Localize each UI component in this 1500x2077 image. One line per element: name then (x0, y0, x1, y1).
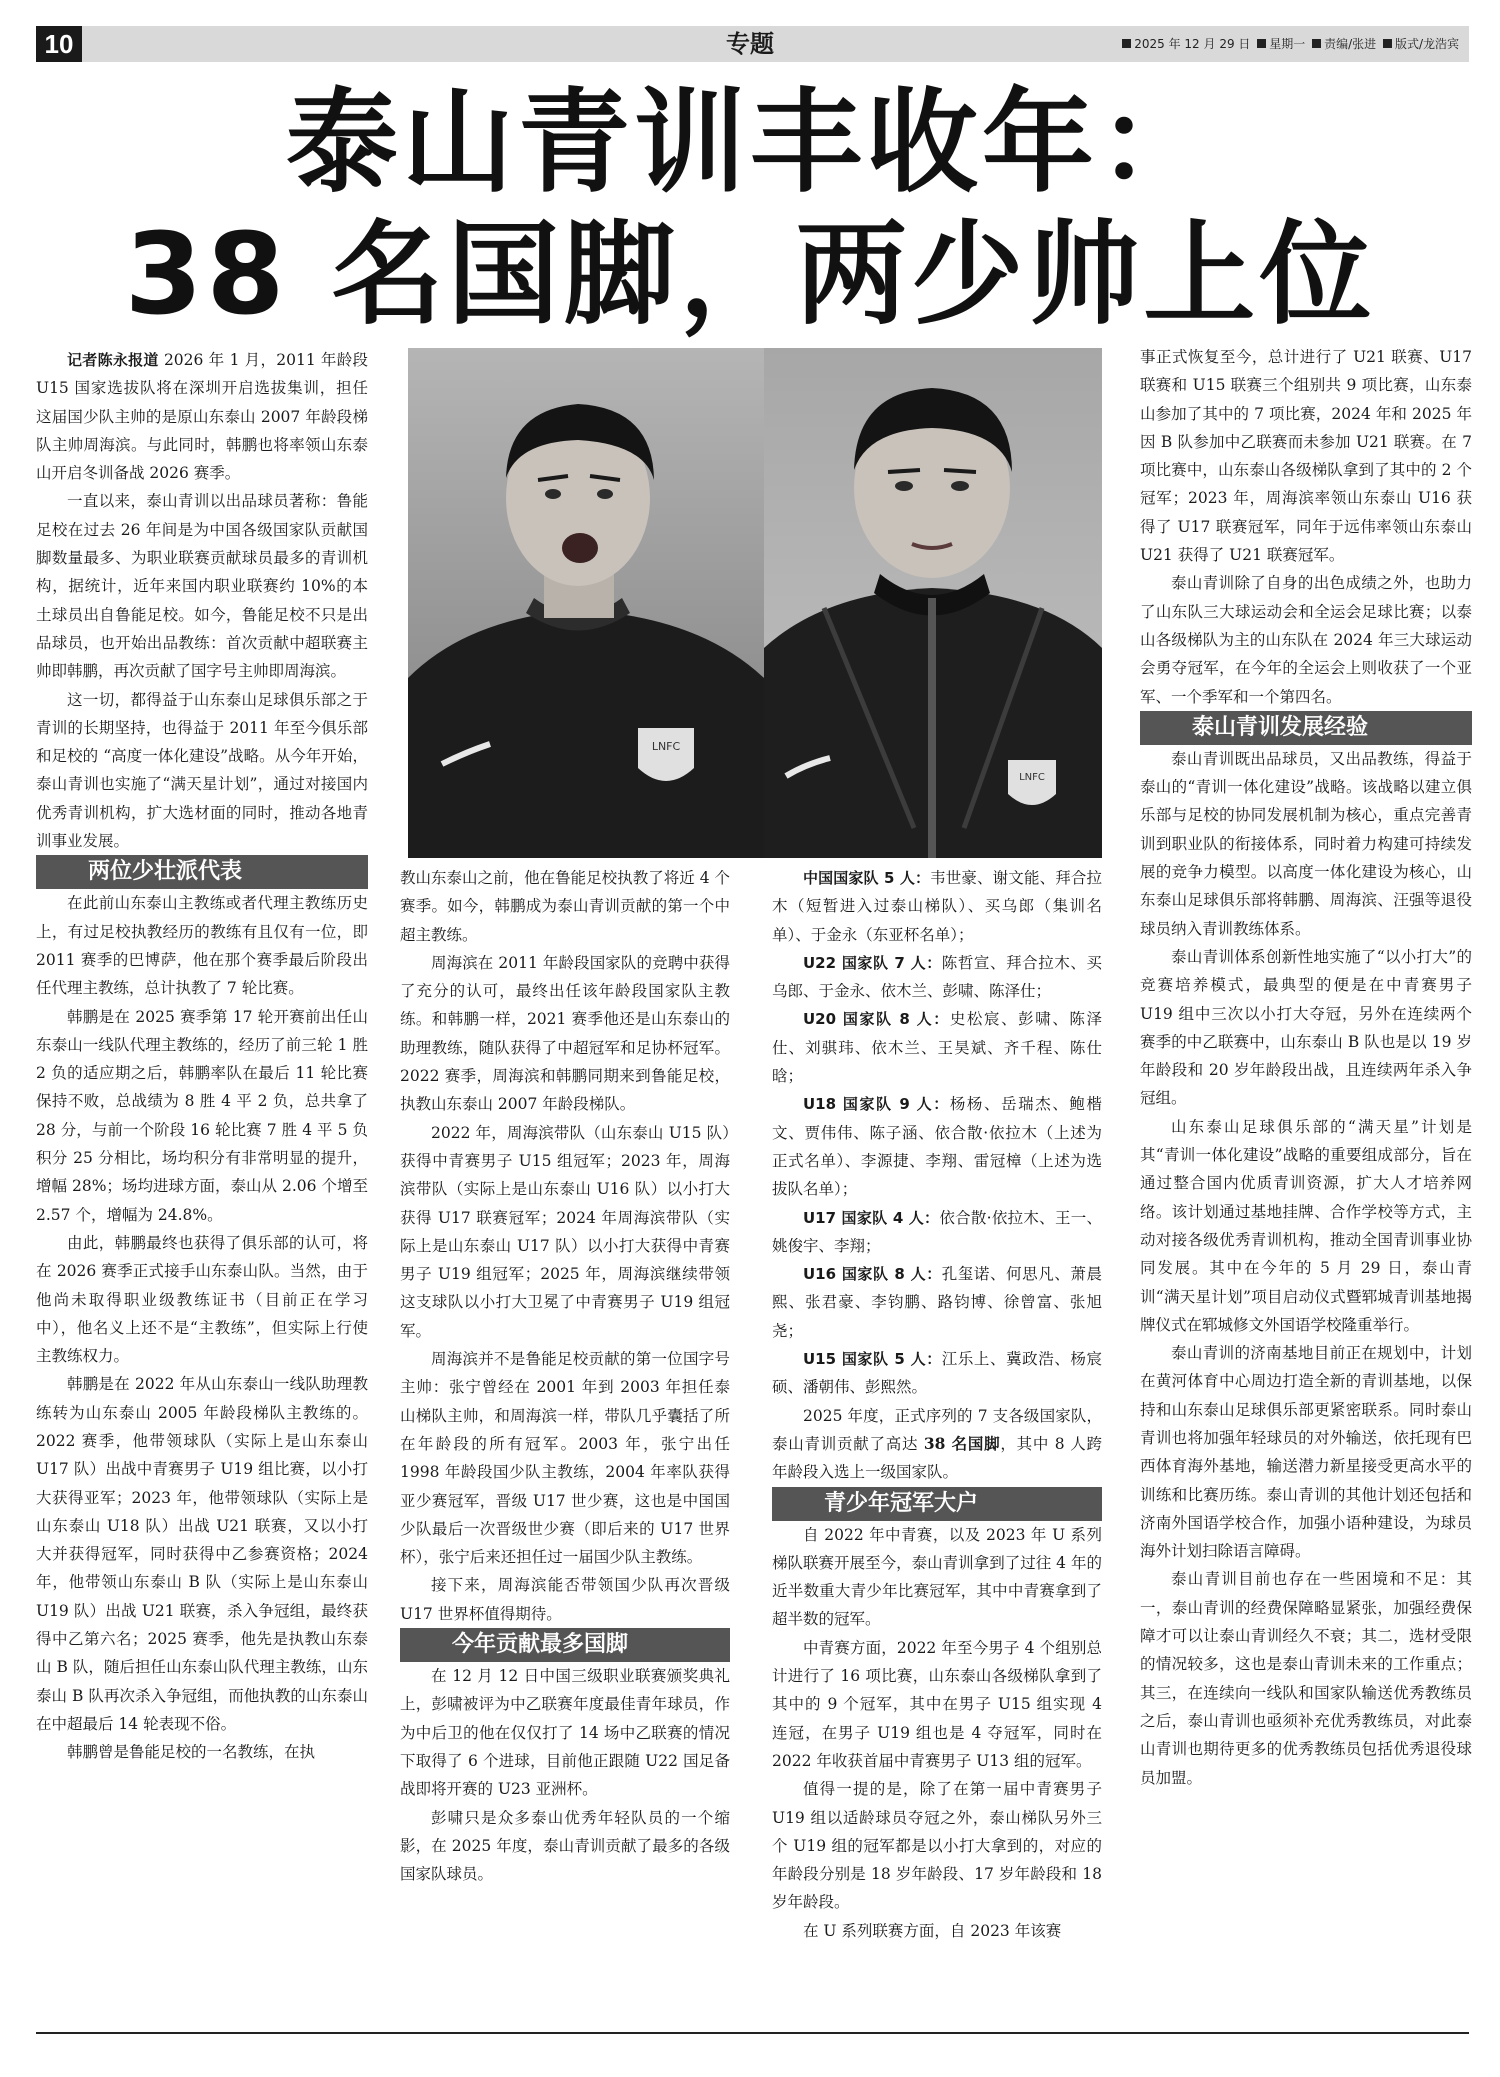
squad-list-item: U18 国家队 9 人：杨杨、岳瑞杰、鲍楷文、贾伟伟、陈子涵、依合散·依拉木（上述为正式名单）、李源捷、李翔、雷冠樟（上述为选拔队名单）； (772, 1095, 1102, 1199)
subheading: 青少年冠军大户 (772, 1487, 1102, 1521)
coach-photo-right (764, 348, 1102, 858)
squad-list-item: U22 国家队 7 人：陈哲宣、拜合拉木、买乌郎、于金永、依木兰、彭啸、陈泽仕； (772, 953, 1102, 1001)
paragraph: 中青赛方面，2022 年至今男子 4 个组别总计进行了 16 项比赛，山东泰山各级梯队拿到了其中的 9 个冠军，其中在男子 U15 组实现 4 连冠，在男子 U19 组也是 4 夺冠军，同时在 2022 年收获首届中青赛男子 U13 组的冠军。 (772, 1638, 1102, 1770)
subheading: 今年贡献最多国脚 (400, 1628, 730, 1662)
paragraph: 教山东泰山之前，他在鲁能足校执教了将近 4 个赛季。如今，韩鹏成为泰山青训贡献的第一个中超主教练。 (400, 869, 730, 944)
paragraph: 泰山青训体系创新性地实施了“以小打大”的竞赛培养模式，最典型的便是在中青赛男子 U19 组中三次以小打大夺冠，另外在连续两个赛季的中乙联赛中，山东泰山 B 队也是以 19 岁年龄段和 20 岁年龄段出战，且连续两年杀入争冠组。 (1140, 947, 1472, 1108)
bottom-rule (36, 2032, 1469, 2034)
lead-paragraph: 记者陈永报道 2026 年 1 月，2011 年龄段 U15 国家选拔队将在深圳开启选拔集训，担任这届国少队主帅的是原山东泰山 2007 年龄段梯队主帅周海滨。与此同时，韩鹏也将率领山东泰山开启冬训备战 2026 赛季。 (36, 351, 368, 483)
page-header (36, 26, 1469, 62)
squad-list-item: U20 国家队 8 人：史松宸、彭啸、陈泽仕、刘骐玮、依木兰、王昊斌、齐千程、陈仕晗； (772, 1010, 1102, 1086)
headline-line-1: 泰山青训丰收年： (286, 78, 1214, 208)
squad-list-item: U17 国家队 4 人：依合散·依拉木、王一、姚俊宇、李翔； (772, 1208, 1102, 1255)
paragraph: 在此前山东泰山主教练或者代理主教练历史上，有过足校执教经历的教练有且仅有一位，即 2011 赛季的巴博萨，他在那个赛季最后阶段出任代理主教练，总计执教了 7 轮比赛。 (36, 894, 368, 998)
paragraph: 这一切，都得益于山东泰山足球俱乐部之于青训的长期坚持，也得益于 2011 年至今俱乐部和足校的 “高度一体化建设”战略。从今年开始，泰山青训也实施了“满天星计划”，通过对接国内优秀青训机构，扩大选材面的同时，推动各地青训事业发展。 (36, 690, 368, 851)
article-column-1 (36, 346, 368, 1767)
paragraph: 一直以来，泰山青训以出品球员著称：鲁能足校在过去 26 年间是为中国各级国家队贡献国脚数量最多、为职业联赛贡献球员最多的青训机构，据统计，近年来国内职业联赛约 10%的本土球员出自鲁能足校。如今，鲁能足校不只是出品球员，也开始出品教练：首次贡献中超联赛主帅即韩鹏，再次贡献了国字号主帅即周海滨。 (36, 492, 368, 681)
weekday: 星期一 (1269, 37, 1306, 51)
paragraph: 自 2022 年中青赛，以及 2023 年 U 系列梯队联赛开展至今，泰山青训拿到了过往 4 年的近半数重大青少年比赛冠军，其中中青赛拿到了超半数的冠军。 (772, 1525, 1102, 1629)
paragraph: 韩鹏是在 2025 赛季第 17 轮开赛前出任山东泰山一线队代理主教练的，经历了前三轮 1 胜 2 负的适应期之后，韩鹏率队在最后 11 轮比赛保持不败，总战绩为 8 胜 4 平 2 负，总共拿了 28 分，与前一个阶段 16 轮比赛 7 胜 4 平 5 负积分 25 分相比，场均积分有非常明显的提升，增幅 28%；场均进球方面，泰山从 2.06 个增至 2.57 个，增幅为 24.8%。 (36, 1007, 368, 1224)
editor: 责编/张进 (1324, 37, 1377, 51)
layout-designer: 版式/龙浩宾 (1394, 37, 1459, 51)
paragraph: 在 U 系列联赛方面，自 2023 年该赛 (803, 1921, 1062, 1940)
paragraph: 彭啸只是众多泰山优秀年轻队员的一个缩影，在 2025 年度，泰山青训贡献了最多的各级国家队球员。 (400, 1808, 730, 1884)
paragraph: 值得一提的是，除了在第一届中青赛男子 U19 组以适龄球员夺冠之外，泰山梯队另外三个 U19 组的冠军都是以小打大拿到的，对应的年龄段分别是 18 岁年龄段、17 岁年龄段和 18 岁年龄段。 (772, 1780, 1102, 1912)
paragraph: 2025 年度，正式序列的 7 支各级国家队，泰山青训贡献了高达 38 名国脚，其中 8 人跨年龄段入选上一级国家队。 (772, 1406, 1103, 1482)
paragraph: 泰山青训的济南基地目前正在规划中，计划在黄河体育中心周边打造全新的青训基地，以保持和山东泰山足球俱乐部更紧密联系。同时泰山青训也将加强年轻球员的对外输送，依托现有巴西体育海外基地，输送潜力新星接受更高水平的训练和比赛历练。泰山青训的其他计划还包括和济南外国语学校合作，加强小语种建设，为球员海外计划扫除语言障碍。 (1140, 1344, 1472, 1561)
paragraph: 事正式恢复至今，总计进行了 U21 联赛、U17 联赛和 U15 联赛三个组别共 9 项比赛，山东泰山参加了其中的 7 项比赛，2024 年和 2025 年因 B 队参加中乙联赛而未参加 U21 联赛。在 7 项比赛中，山东泰山各级梯队拿到了其中的 2 个冠军；2023 年，周海滨率领山东泰山 U16 获得了 U17 联赛冠军，同年于远伟率领山东泰山 U21 获得了 U21 联赛冠军。 (1140, 348, 1472, 565)
emphasis: 38 名国脚 (923, 1433, 1001, 1453)
subheading: 两位少壮派代表 (36, 855, 368, 889)
coach-portrait-left (408, 348, 764, 858)
club-badge-text: LNFC (1019, 772, 1045, 783)
paragraph: 2022 年，周海滨带队（山东泰山 U15 队）获得中青赛男子 U15 组冠军；2023 年，周海滨带队（实际上是山东泰山 U16 队）以小打大获得 U17 联赛冠军；2024 年周海滨带队（实际上是山东泰山 U17 队）以小打大获得中青赛男子 U19 组冠军；2025 年，周海滨继续带领这支球队以小打大卫冕了中青赛男子 U19 组冠军。 (400, 1123, 730, 1340)
article-column-2 (400, 864, 730, 1888)
club-badge-text: LNFC (651, 740, 681, 753)
byline: 记者陈永报道 (67, 351, 159, 369)
paragraph: 周海滨并不是鲁能足校贡献的第一位国字号主帅：张宁曾经在 2001 年到 2003 年担任泰山梯队主帅，和周海滨一样，带队几乎囊括了所在年龄段的所有冠军。2003 年，张宁出任 1998 年龄段国少队主教练，2004 年率队获得亚少赛冠军，晋级 U17 世少赛，这也是中国国少队最后一次晋级世少赛（即后来的 U17 世界杯），张宁后来还担任过一届国少队主教练。 (400, 1350, 730, 1567)
subheading: 泰山青训发展经验 (1140, 711, 1472, 745)
paragraph: 在 12 月 12 日中国三级职业联赛颁奖典礼上，彭啸被评为中乙联赛年度最佳青年球员，作为中后卫的他在仅仅打了 14 场中乙联赛的情况下取得了 6 个进球，目前他正跟随 U22 国足备战即将开赛的 U23 亚洲杯。 (400, 1667, 730, 1799)
page-number: 10 (36, 26, 82, 62)
squad-list-item: U15 国家队 5 人：江乐上、冀政浩、杨宸硕、潘朝伟、彭熙然。 (772, 1350, 1102, 1397)
coach-photo-left (408, 348, 764, 858)
paragraph: 韩鹏是在 2022 年从山东泰山一线队助理教练转为山东泰山 2005 年龄段梯队主教练的。2022 赛季，他带领球队（实际上是山东泰山 U17 队）出战中青赛男子 U19 组比赛，以小打大获得亚军；2023 年，他带领球队（实际上是山东泰山 U18 队）出战 U21 联赛，又以小打大并获得冠军，同时获得中乙参赛资格；2024 年，他带领山东泰山 B 队（实际上是山东泰山 U19 队）出战 U21 联赛，杀入争冠组，最终获得中乙第六名；2025 赛季，他先是执教山东泰山 B 队，随后担任山东泰山队代理主教练，山东泰山 B 队再次杀入争冠组，而他执教的山东泰山在中超最后 14 轮表现不俗。 (36, 1375, 368, 1733)
paragraph: 泰山青训既出品球员，又出品教练，得益于泰山的“青训一体化建设”战略。该战略以建立俱乐部与足校的协同发展机制为核心，重点完善青训到职业队的衔接体系，同时着力构建可持续发展的竞争力模型。以高度一体化建设为核心，山东泰山足球俱乐部将韩鹏、周海滨、汪强等退役球员纳入青训教练体系。 (1140, 749, 1472, 938)
coach-portrait-right (764, 348, 1102, 858)
section-label: 专题 (726, 30, 774, 58)
article-column-4 (1140, 343, 1472, 1792)
squad-list-item: U16 国家队 8 人：孔玺诺、何思凡、萧晨熙、张君豪、李钧鹏、路钧博、徐曾富、张旭尧； (772, 1265, 1102, 1340)
article-column-3 (772, 864, 1102, 1945)
squad-list-item: 中国国家队 5 人：韦世豪、谢文能、拜合拉木（短暂进入过泰山梯队）、买乌郎（集训名单）、于金永（东亚杯名单）； (772, 869, 1102, 944)
paragraph: 接下来，周海滨能否带领国少队再次晋级 U17 世界杯值得期待。 (400, 1576, 730, 1623)
paragraph: 由此，韩鹏最终也获得了俱乐部的认可，将在 2026 赛季正式接手山东泰山队。当然，由于他尚未取得职业级教练证书（目前正在学习中），他名义上还不是“主教练”，但实际上行使主教练权力。 (36, 1233, 368, 1366)
publish-date: 2025 年 12 月 29 日 (1134, 37, 1251, 51)
paragraph: 山东泰山足球俱乐部的“满天星”计划是其“青训一体化建设”战略的重要组成部分，旨在通过整合国内优质青训资源，扩大人才培养网络。该计划通过基地挂牌、合作学校等方式，主动对接各级优秀青训机构，推动全国青训事业协同发展。其中在今年的 5 月 29 日，泰山青训“满天星计划”项目启动仪式暨郓城青训基地揭牌仪式在郓城修文外国语学校隆重举行。 (1140, 1117, 1472, 1334)
headline-line-2: 38 名国脚，两少帅上位 (124, 210, 1376, 340)
header-meta (1119, 26, 1459, 62)
paragraph: 周海滨在 2011 年龄段国家队的竞聘中获得了充分的认可，最终出任该年龄段国家队主教练。和韩鹏一样，2021 赛季他还是山东泰山的助理教练，随队获得了中超冠军和足协杯冠军。2022 赛季，周海滨和韩鹏同期来到鲁能足校，执教山东泰山 2007 年龄段梯队。 (400, 953, 730, 1114)
paragraph: 韩鹏曾是鲁能足校的一名教练，在执 (67, 1743, 316, 1762)
paragraph: 泰山青训除了自身的出色成绩之外，也助力了山东队三大球运动会和全运会足球比赛；以泰山各级梯队为主的山东队在 2024 年三大球运动会勇夺冠军，在今年的全运会上则收获了一个亚军、一个季军和一个第四名。 (1140, 574, 1472, 706)
paragraph: 泰山青训目前也存在一些困境和不足：其一，泰山青训的经费保障略显紧张，加强经费保障才可以让泰山青训经久不衰；其二，选材受限的情况较多，这也是泰山青训未来的工作重点；其三，在连续向一线队和国家队输送优秀教练员之后，泰山青训也亟须补充优秀教练员，对此泰山青训也期待更多的优秀教练员包括优秀退役球员加盟。 (1140, 1570, 1472, 1787)
